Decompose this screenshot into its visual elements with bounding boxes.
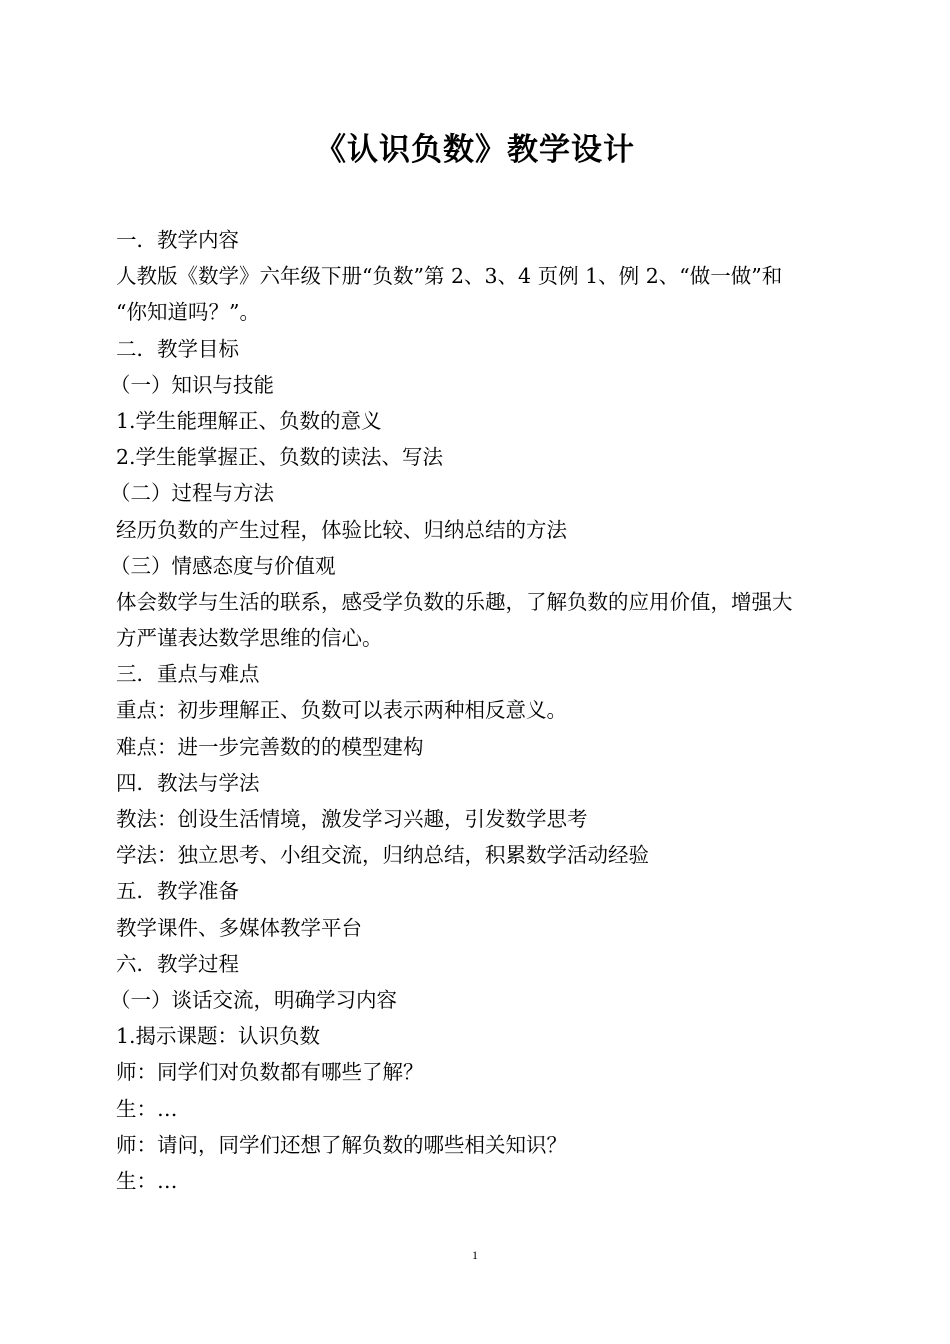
subheading-knowledge-skills: （一）知识与技能 xyxy=(110,372,274,397)
section-heading-process: 六．教学过程 xyxy=(116,951,239,976)
list-item: 2.学生能掌握正、负数的读法、写法 xyxy=(116,445,444,470)
paragraph-line: 重点：初步理解正、负数可以表示两种相反意义。 xyxy=(116,698,567,723)
dialogue-line: 生：… xyxy=(116,1168,178,1193)
document-title: 《认识负数》教学设计 xyxy=(315,132,635,168)
page-number: 1 xyxy=(472,1248,478,1262)
section-heading-preparation: 五．教学准备 xyxy=(116,879,239,904)
dialogue-line: 生：… xyxy=(116,1096,178,1121)
paragraph-line: 教学课件、多媒体教学平台 xyxy=(116,915,362,940)
subheading-process-method: （二）过程与方法 xyxy=(110,481,274,506)
paragraph-line: 难点：进一步完善数的的模型建构 xyxy=(116,734,424,759)
paragraph-line: 方严谨表达数学思维的信心。 xyxy=(116,626,383,651)
dialogue-line: 师：请问，同学们还想了解负数的哪些相关知识？ xyxy=(116,1132,567,1157)
section-heading-teaching-content: 一．教学内容 xyxy=(116,228,239,252)
list-item: 1.揭示课题：认识负数 xyxy=(116,1024,321,1049)
paragraph-line: 教法：创设生活情境，激发学习兴趣，引发数学思考 xyxy=(116,807,588,831)
section-heading-key-points: 三．重点与难点 xyxy=(116,662,260,687)
dialogue-line: 师：同学们对负数都有哪些了解？ xyxy=(116,1060,424,1085)
paragraph-line: “你知道吗？”。 xyxy=(116,300,260,325)
paragraph-line: 学法：独立思考、小组交流，归纳总结，积累数学活动经验 xyxy=(116,843,649,868)
section-heading-methods: 四．教法与学法 xyxy=(116,770,260,795)
subheading-conversation: （一）谈话交流，明确学习内容 xyxy=(110,987,397,1012)
paragraph-line: 人教版《数学》六年级下册“负数”第 2、3、4 页例 1、例 2、“做一做”和 xyxy=(116,264,783,289)
list-item: 1.学生能理解正、负数的意义 xyxy=(116,408,382,433)
section-heading-teaching-goals: 二．教学目标 xyxy=(116,336,239,361)
paragraph-line: 经历负数的产生过程，体验比较、归纳总结的方法 xyxy=(116,517,567,542)
subheading-emotion-attitude: （三）情感态度与价值观 xyxy=(110,553,336,578)
paragraph-line: 体会数学与生活的联系，感受学负数的乐趣，了解负数的应用价值，增强大 xyxy=(116,589,793,614)
document-body xyxy=(110,222,844,1199)
